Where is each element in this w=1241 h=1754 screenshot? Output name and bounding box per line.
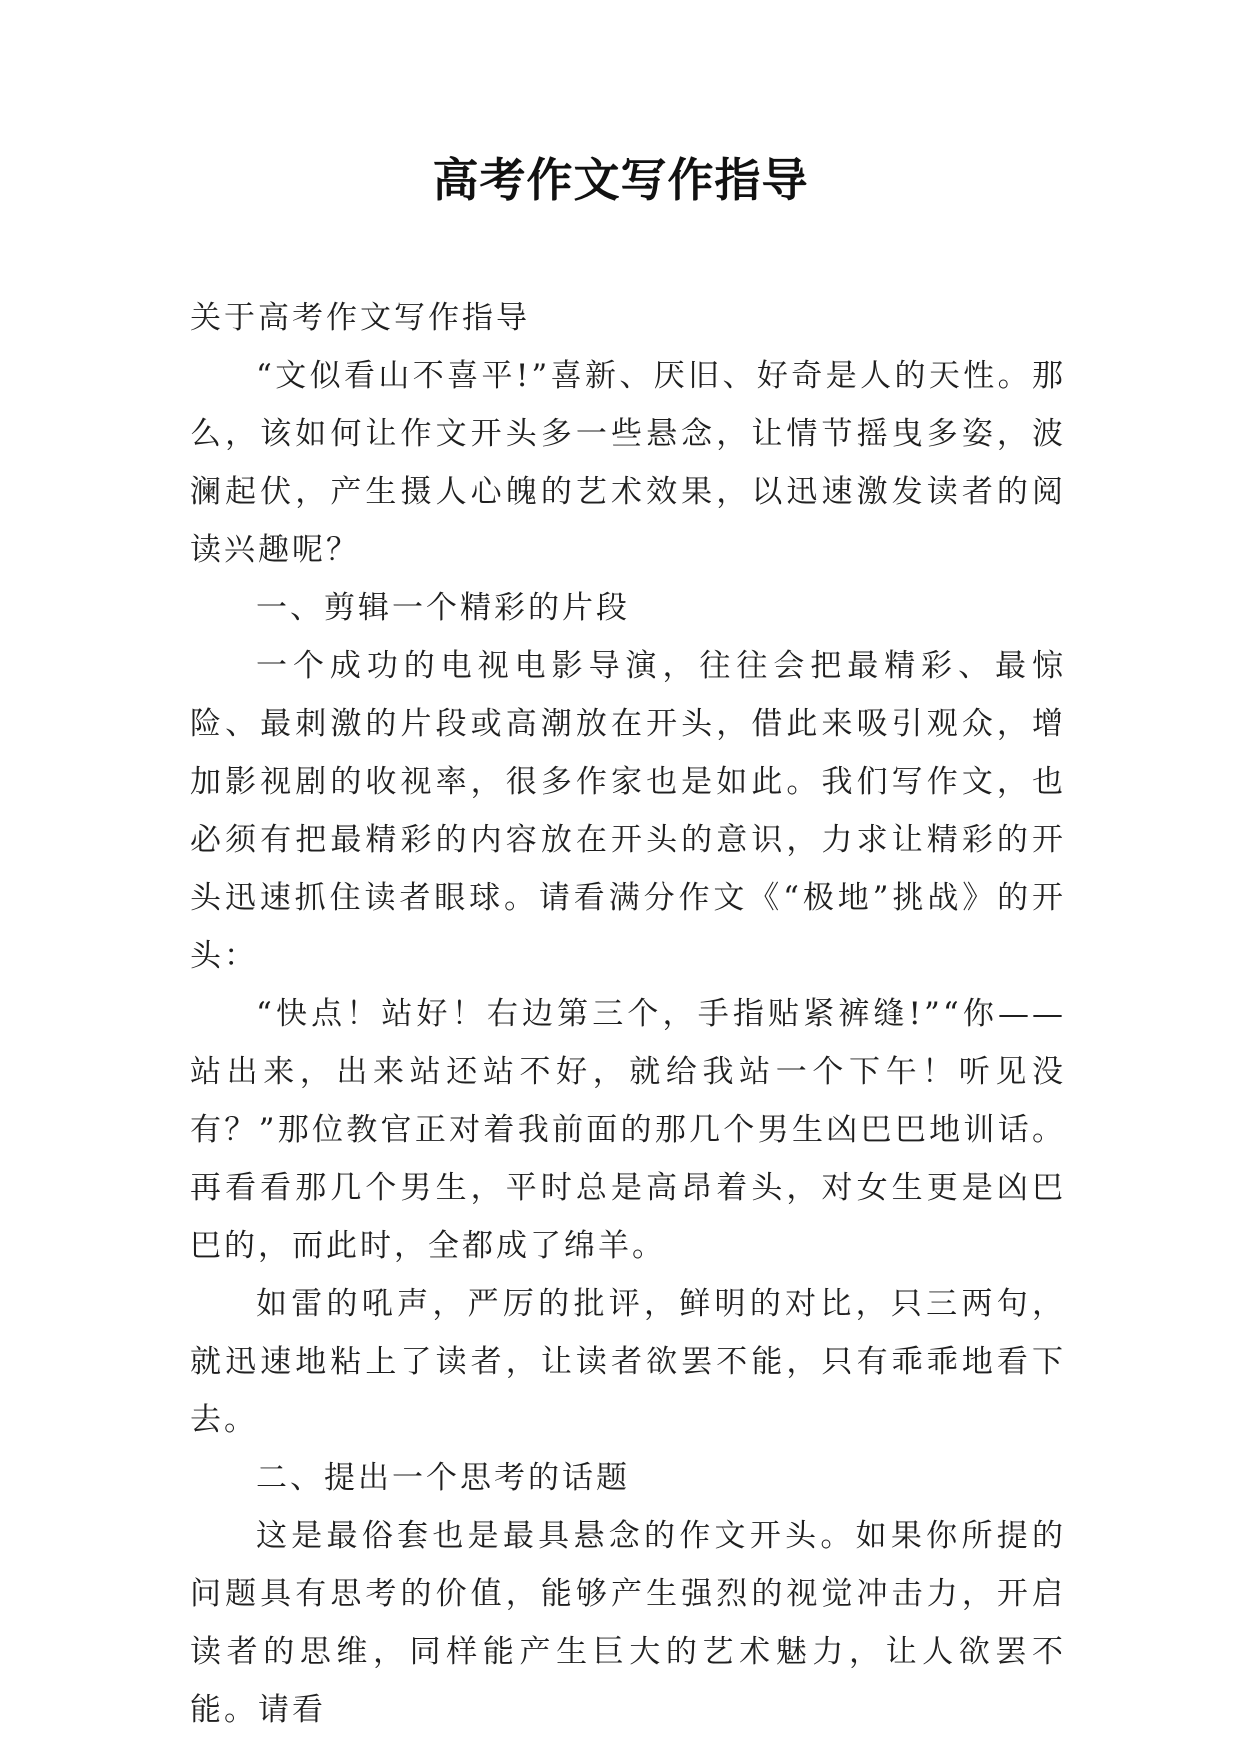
paragraph-example-comment: 如雷的吼声，严厉的批评，鲜明的对比，只三两句，就迅速地粘上了读者，让读者欲罢不能，只有乖乖地看下去。: [190, 1286, 1066, 1438]
paragraph-section-2: 这是最俗套也是最具悬念的作文开头。如果你所提的问题具有思考的价值，能够产生强烈的视觉冲击力，开启读者的思维，同样能产生巨大的艺术魅力，让人欲罢不能。请看: [190, 1518, 1066, 1728]
section-heading-1: 一、剪辑一个精彩的片段: [256, 590, 630, 626]
document-body: [190, 289, 1066, 1739]
paragraph-section-1: 一个成功的电视电影导演，往往会把最精彩、最惊险、最刺激的片段或高潮放在开头，借此来吸引观众，增加影视剧的收视率，很多作家也是如此。我们写作文，也必须有把最精彩的内容放在开头的意识，力求让精彩的开头迅速抓住读者眼球。请看满分作文《“极地”挑战》的开头：: [190, 648, 1066, 974]
paragraph-subtitle: 关于高考作文写作指导: [190, 300, 530, 336]
document-title: 高考作文写作指导: [432, 153, 809, 207]
paragraph-example-quote: “快点！站好！右边第三个，手指贴紧裤缝!”“你——站出来，出来站还站不好，就给我站一个下午！听见没有？”那位教官正对着我前面的那几个男生凶巴巴地训话。再看看那几个男生，平时总是高昂着头，对女生更是凶巴巴的，而此时，全都成了绵羊。: [190, 996, 1066, 1264]
paragraph-intro: “文似看山不喜平!”喜新、厌旧、好奇是人的天性。那么，该如何让作文开头多一些悬念，让情节摇曳多姿，波澜起伏，产生摄人心魄的艺术效果，以迅速激发读者的阅读兴趣呢？: [190, 358, 1066, 568]
section-heading-2: 二、提出一个思考的话题: [256, 1460, 630, 1496]
